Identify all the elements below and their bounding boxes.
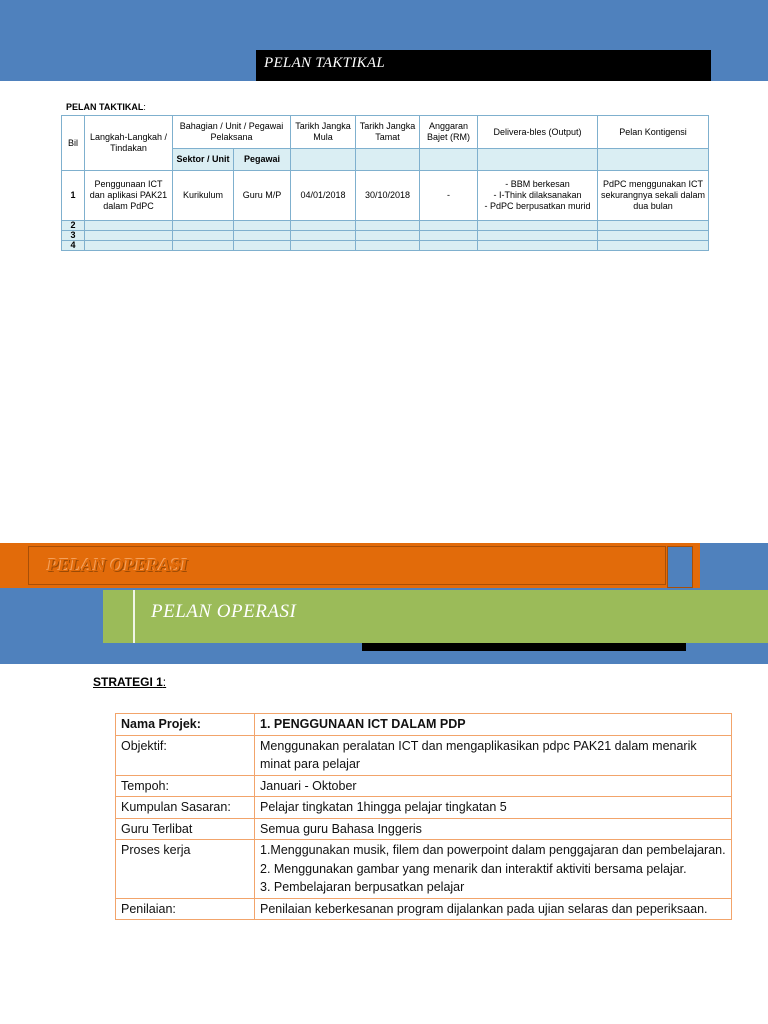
row-steps: Penggunaan ICT dan aplikasi PAK21 dalam PdPC xyxy=(85,171,173,221)
evaluation-value: Penilaian keberkesanan program dijalankan pada ujian selaras dan peperiksaan. xyxy=(255,898,732,920)
operations-title: PELAN OPERASI xyxy=(151,601,297,622)
header-budget: Anggaran Bajet (RM) xyxy=(420,116,478,149)
table-row xyxy=(116,714,732,736)
table-row xyxy=(62,241,709,251)
teachers-value: Semua guru Bahasa Inggeris xyxy=(255,818,732,840)
table-row xyxy=(116,898,732,920)
operations-black-bar xyxy=(362,643,686,651)
evaluation-label: Penilaian: xyxy=(116,898,255,920)
row-bil: 2 xyxy=(62,221,85,231)
process-step: 3. Pembelajaran berpusatkan pelajar xyxy=(260,880,465,894)
table-row xyxy=(116,818,732,840)
subheader-sector: Sektor / Unit xyxy=(173,149,234,171)
teachers-label: Guru Terlibat xyxy=(116,818,255,840)
subheader-blank xyxy=(598,149,709,171)
row-sector: Kurikulum xyxy=(173,171,234,221)
strategy-heading xyxy=(93,675,166,689)
subheader-officer: Pegawai xyxy=(234,149,291,171)
header-end-date: Tarikh Jangka Tamat xyxy=(356,116,420,149)
subheader-blank xyxy=(420,149,478,171)
row-bil: 3 xyxy=(62,231,85,241)
row-budget: - xyxy=(420,171,478,221)
tactical-label-colon: : xyxy=(143,102,146,112)
top-banner-title: PELAN TAKTIKAL xyxy=(256,50,711,81)
strategy-heading-text: STRATEGI 1 xyxy=(93,675,163,689)
process-step: 1.Menggunakan musik, filem dan powerpoint dalam penggajaran dan pembelajaran. xyxy=(260,843,726,857)
table-row xyxy=(116,735,732,775)
tactical-label xyxy=(66,102,146,112)
subheader-blank xyxy=(478,149,598,171)
row-start-date: 04/01/2018 xyxy=(291,171,356,221)
row-bil: 4 xyxy=(62,241,85,251)
subheader-blank xyxy=(356,149,420,171)
objective-label: Objektif: xyxy=(116,735,255,775)
output-line: - I-Think dilaksanakan xyxy=(493,190,582,200)
table-row xyxy=(116,775,732,797)
row-bil: 1 xyxy=(62,171,85,221)
strategy-table xyxy=(115,713,732,920)
project-value: 1. PENGGUNAAN ICT DALAM PDP xyxy=(255,714,732,736)
target-group-label: Kumpulan Sasaran: xyxy=(116,797,255,819)
tactical-label-text: PELAN TAKTIKAL xyxy=(66,102,144,112)
row-output xyxy=(478,171,598,221)
table-row xyxy=(116,840,732,899)
operations-divider xyxy=(133,590,135,643)
header-division: Bahagian / Unit / Pegawai Pelaksana xyxy=(173,116,291,149)
table-row xyxy=(62,231,709,241)
row-contingency: PdPC menggunakan ICT sekurangnya sekali dalam dua bulan xyxy=(598,171,709,221)
row-officer: Guru M/P xyxy=(234,171,291,221)
process-step: 2. Menggunakan gambar yang menarik dan interaktif aktiviti bersama pelajar. xyxy=(260,861,687,876)
output-line: - BBM berkesan xyxy=(505,179,570,189)
operations-blue-chip xyxy=(667,546,693,588)
period-label: Tempoh: xyxy=(116,775,255,797)
header-bil: Bil xyxy=(62,116,85,171)
period-value: Januari - Oktober xyxy=(255,775,732,797)
table-row xyxy=(62,171,709,221)
subheader-blank xyxy=(291,149,356,171)
header-steps: Langkah-Langkah / Tindakan xyxy=(85,116,173,171)
output-line: - PdPC berpusatkan murid xyxy=(484,201,591,211)
row-end-date: 30/10/2018 xyxy=(356,171,420,221)
objective-value: Menggunakan peralatan ICT dan mengaplikasikan pdpc PAK21 dalam menarik minat para pelajar xyxy=(255,735,732,775)
table-row xyxy=(62,221,709,231)
operations-orange-title: PELAN OPERASI xyxy=(47,555,188,575)
table-row xyxy=(116,797,732,819)
strategy-heading-colon: : xyxy=(162,675,167,689)
header-output: Delivera-bles (Output) xyxy=(478,116,598,149)
project-label: Nama Projek: xyxy=(116,714,255,736)
process-label: Proses kerja xyxy=(116,840,255,899)
header-start-date: Tarikh Jangka Mula xyxy=(291,116,356,149)
header-contingency: Pelan Kontigensi xyxy=(598,116,709,149)
tactical-table xyxy=(61,115,709,251)
process-value xyxy=(255,840,732,899)
target-group-value: Pelajar tingkatan 1hingga pelajar tingkatan 5 xyxy=(255,797,732,819)
